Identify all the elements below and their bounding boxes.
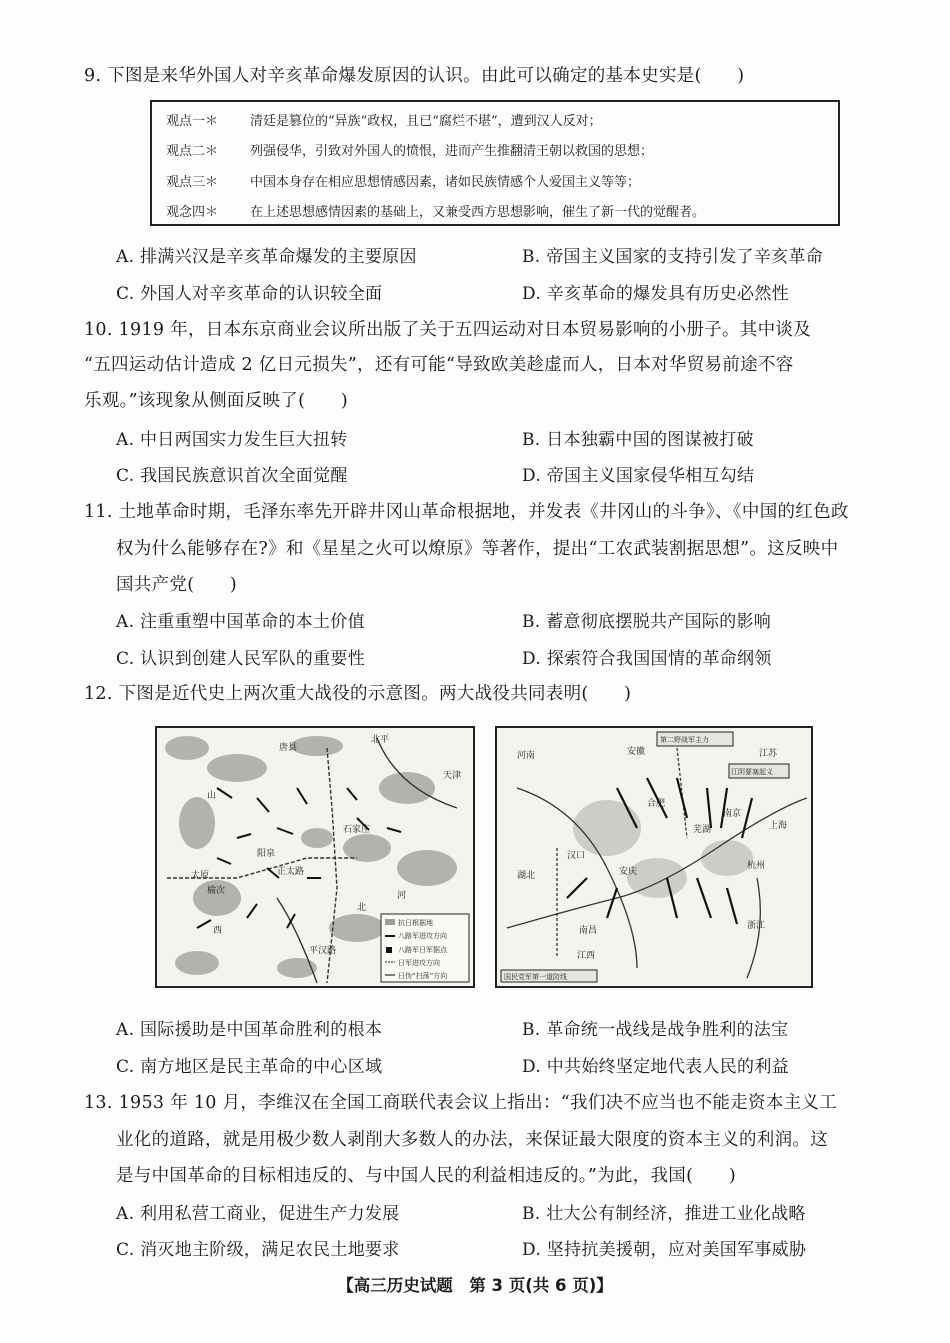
question-12-stem: 12. 下图是近代史上两次重大战役的示意图。两大战役共同表明( ): [84, 684, 632, 704]
viewpoint-text: 列强侵华，引致对外国人的愤恨，进而产生推翻清王朝以救国的思想；: [250, 144, 654, 159]
map2-label: 南京: [723, 809, 742, 819]
map1-label: 石家庄: [343, 825, 371, 835]
question-11-line2: 权为什么能够存在?》和《星星之火可以燎原》等著作，提出“工农武装割据思想”。这反映中: [116, 539, 839, 559]
viewpoint-row: [166, 140, 653, 159]
q13-option-d[interactable]: D. 坚持抗美援朝，应对美国军事威胁: [522, 1240, 807, 1260]
viewpoint-text: 在上述思想感情因素的基础上，又兼受西方思想影响，催生了新一代的觉醒者。: [250, 205, 706, 220]
question-13-line2: 业化的道路，就是用极少数人剥削大多数人的办法，来保证最大限度的资本主义的利润。这: [116, 1130, 828, 1150]
q11-option-a[interactable]: A. 注重重塑中国革命的本土价值: [116, 612, 365, 632]
map1-label: 平汉路: [309, 946, 337, 956]
map2-label: 上海: [769, 821, 788, 831]
viewpoint-label: 观点三＊: [166, 175, 219, 190]
viewpoint-label: 观点二＊: [166, 144, 219, 159]
page-footer: 【高三历史试题 第 3 页(共 6 页)】: [337, 1276, 613, 1295]
map2-defense-line-label: 国民党军第一道防线: [504, 973, 567, 981]
map2-label: 江西: [577, 951, 596, 961]
q10-option-b[interactable]: B. 日本独霸中国的图谋被打破: [522, 430, 754, 450]
map1-label: 唐县: [279, 743, 298, 753]
question-10-line1: 10. 1919 年，日本东京商业会议所出版了关于五四运动对日本贸易影响的小册子。其中谈及: [84, 320, 811, 340]
q13-option-c[interactable]: C. 消灭地主阶级，满足农民土地要求: [116, 1240, 400, 1260]
q12-option-c[interactable]: C. 南方地区是民主革命的中心区域: [116, 1057, 383, 1077]
map2-label: 江苏: [759, 749, 778, 759]
q9-option-a[interactable]: A. 排满兴汉是辛亥革命爆发的主要原因: [116, 247, 417, 267]
map1-label: 阳泉: [257, 849, 276, 859]
viewpoint-row: [166, 171, 640, 190]
legend-item: 日军进攻方向: [398, 959, 440, 967]
q10-option-d[interactable]: D. 帝国主义国家侵华相互勾结: [522, 466, 755, 486]
legend-item: 日伪“扫荡”方向: [398, 972, 448, 980]
map1-label: 正太路: [277, 867, 305, 877]
viewpoint-text: 清廷是篡位的“异族”政权，且已“腐烂不堪”，遭到汉人反对；: [250, 114, 602, 129]
map1-label: 山: [207, 791, 217, 801]
question-9-stem: 9. 下图是来华外国人对辛亥革命爆发原因的认识。由此可以确定的基本史实是( ): [84, 66, 745, 86]
map2-label: 合肥: [647, 799, 666, 809]
battle-map-crossing-river: [495, 726, 813, 988]
legend-item: 抗日根据地: [398, 919, 433, 927]
legend-item: 八路军日军据点: [398, 946, 447, 954]
q10-option-a[interactable]: A. 中日两国实力发生巨大扭转: [116, 430, 348, 450]
q9-option-d[interactable]: D. 辛亥革命的爆发具有历史必然性: [522, 284, 789, 304]
map-2-svg: [497, 728, 811, 986]
question-11-line3: 国共产党( ): [116, 575, 238, 595]
map2-label: 南昌: [579, 926, 598, 936]
map1-label: 北: [357, 903, 367, 913]
map2-label: 河南: [517, 751, 536, 761]
map2-label: 安庆: [619, 867, 638, 877]
map1-label: 西: [213, 926, 223, 936]
viewpoint-row: [166, 201, 705, 220]
viewpoint-text: 中国本身存在相应思想情感因素，诸如民族情感个人爱国主义等等；: [250, 175, 641, 190]
map1-legend: [381, 914, 469, 982]
map-1-svg: [157, 728, 473, 986]
legend-item: 八路军进攻方向: [398, 932, 447, 940]
q11-option-b[interactable]: B. 蓄意彻底摆脱共产国际的影响: [522, 612, 772, 632]
map2-label: 安徽: [627, 747, 646, 757]
map2-label: 杭州: [747, 861, 766, 871]
map1-label: 河: [397, 891, 407, 901]
question-11-line1: 11. 土地革命时期，毛泽东率先开辟井冈山革命根据地，并发表《井冈山的斗争》、《中国的红色政: [84, 502, 849, 522]
q12-option-a[interactable]: A. 国际援助是中国革命胜利的根本: [116, 1020, 383, 1040]
map2-uprising-label: 江阴要塞起义: [731, 768, 773, 776]
map2-label: 湖北: [517, 871, 536, 881]
map2-label: 芜湖: [693, 825, 712, 835]
map2-label: 浙江: [747, 921, 766, 931]
q13-option-b[interactable]: B. 壮大公有制经济，推进工业化战略: [522, 1204, 806, 1224]
map1-label: 北平: [371, 735, 390, 745]
viewpoint-table: [150, 100, 840, 226]
q9-option-b[interactable]: B. 帝国主义国家的支持引发了辛亥革命: [522, 247, 823, 267]
q9-option-c[interactable]: C. 外国人对辛亥革命的认识较全面: [116, 284, 383, 304]
battle-map-hundred-regiments: [155, 726, 475, 988]
map1-label: 榆次: [207, 886, 226, 896]
map1-label: 太原: [191, 871, 210, 881]
question-10-line2: “五四运动估计造成 2 亿日元损失”，还有可能“导致欧美趁虚而人，日本对华贸易前途不容: [84, 355, 794, 375]
viewpoint-label: 观点一＊: [166, 114, 219, 129]
q12-option-d[interactable]: D. 中共始终坚定地代表人民的利益: [522, 1057, 789, 1077]
viewpoint-row: [166, 110, 602, 129]
map1-label: 天津: [443, 771, 462, 781]
q11-option-c[interactable]: C. 认识到创建人民军队的重要性: [116, 649, 366, 669]
map2-label: 汉口: [567, 851, 586, 861]
q13-option-a[interactable]: A. 利用私营工商业，促进生产力发展: [116, 1204, 400, 1224]
question-10-line3: 乐观。”该现象从侧面反映了( ): [84, 391, 348, 411]
map2-army-label: 第二野战军主力: [660, 736, 709, 744]
question-13-line1: 13. 1953 年 10 月，李维汉在全国工商联代表会议上指出：“我们决不应当也不能走资本主义工: [84, 1093, 838, 1113]
question-13-line3: 是与中国革命的目标相违反的、与中国人民的利益相违反的。”为此，我国( ): [116, 1166, 736, 1186]
q12-option-b[interactable]: B. 革命统一战线是战争胜利的法宝: [522, 1020, 789, 1040]
q10-option-c[interactable]: C. 我国民族意识首次全面觉醒: [116, 466, 348, 486]
viewpoint-label: 观念四＊: [166, 205, 219, 220]
q11-option-d[interactable]: D. 探索符合我国国情的革命纲领: [522, 649, 772, 669]
